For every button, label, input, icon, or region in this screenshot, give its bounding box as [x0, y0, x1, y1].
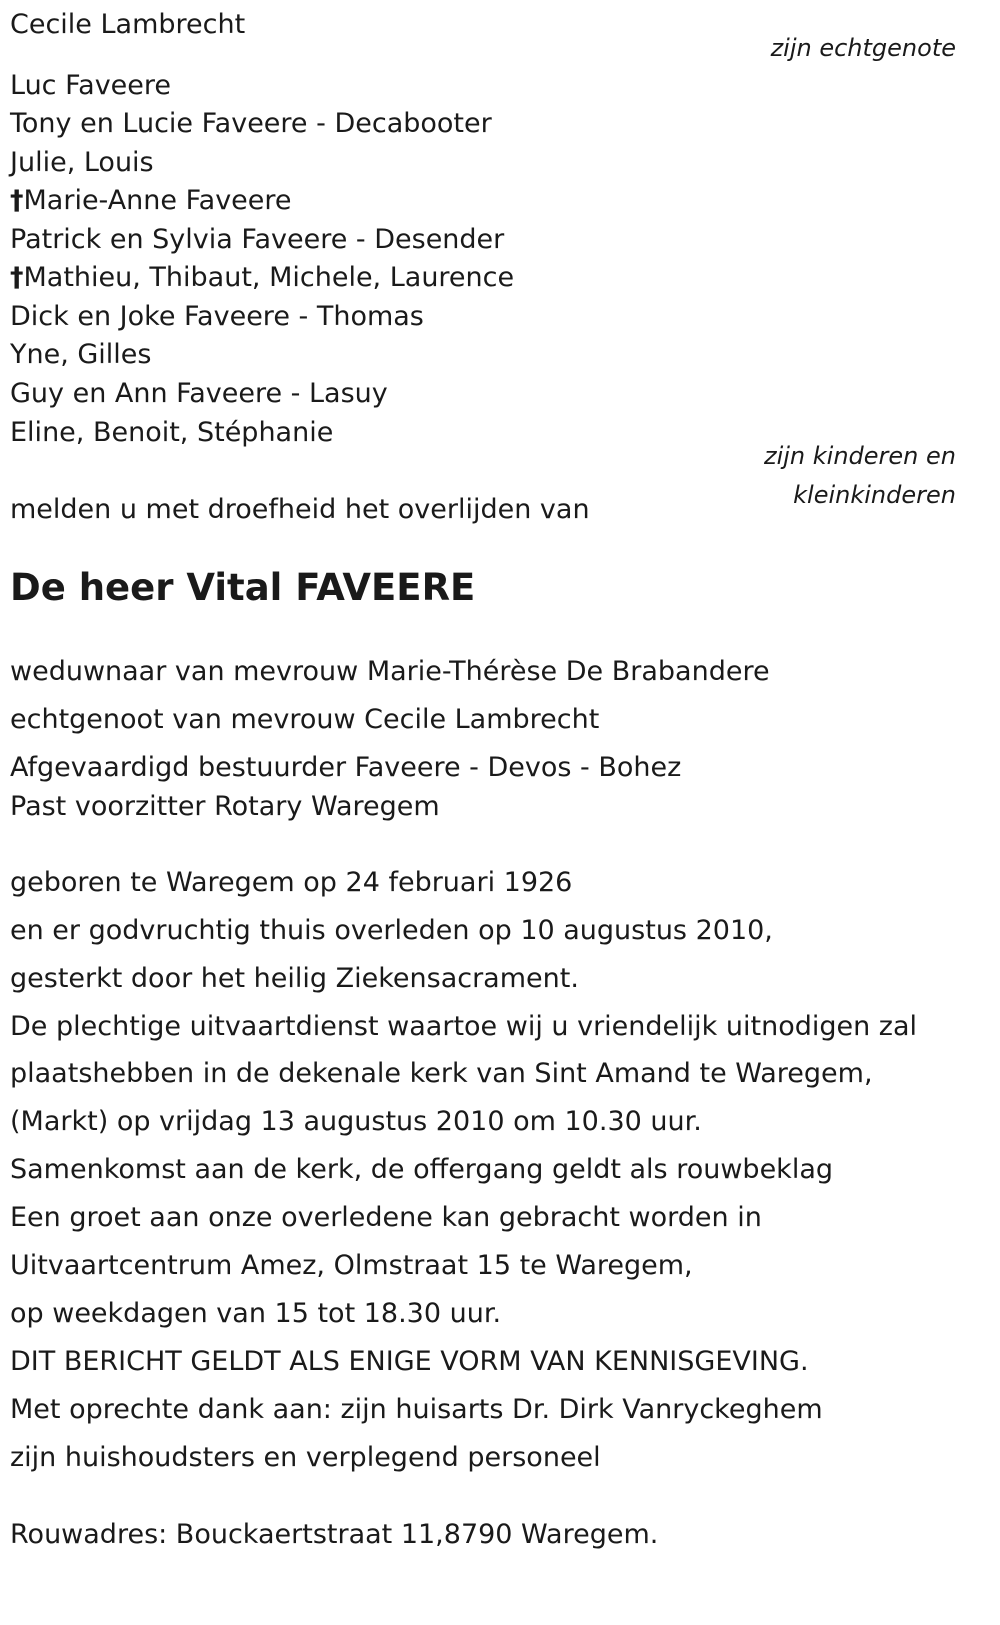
title-line: Past voorzitter Rotary Waregem — [10, 791, 440, 822]
body-line: geboren te Waregem op 24 februari 1926 — [10, 867, 573, 898]
body-line: (Markt) op vrijdag 13 augustus 2010 om 10.30 uur. — [10, 1106, 702, 1137]
spouse-name: Cecile Lambrecht — [10, 9, 246, 40]
body-line: gesterkt door het heilig Ziekensacrament. — [10, 963, 579, 994]
spouse-role: zijn echtgenote — [770, 34, 956, 62]
family-line: Luc Faveere — [10, 70, 172, 101]
family-line: Guy en Ann Faveere - Lasuy — [10, 378, 388, 409]
family-role-line2: kleinkinderen — [793, 481, 956, 509]
family-line: Dick en Joke Faveere - Thomas — [10, 301, 424, 332]
body-line: plaatshebben in de dekenale kerk van Sint Amand te Waregem, — [10, 1058, 873, 1089]
family-line: Tony en Lucie Faveere - Decabooter — [10, 108, 492, 139]
body-line: De plechtige uitvaartdienst waartoe wij u vriendelijk uitnodigen zal — [10, 1011, 918, 1042]
title-line: weduwnaar van mevrouw Marie-Thérèse De Brabandere — [10, 656, 770, 687]
title-line: Afgevaardigd bestuurder Faveere - Devos - Bohez — [10, 752, 682, 783]
body-line: Samenkomst aan de kerk, de offergang geldt als rouwbeklag — [10, 1154, 833, 1185]
family-line: Yne, Gilles — [10, 339, 152, 370]
body-line: op weekdagen van 15 tot 18.30 uur. — [10, 1298, 502, 1329]
body-line: Een groet aan onze overledene kan gebracht worden in — [10, 1202, 762, 1233]
announcement: melden u met droefheid het overlijden van — [10, 494, 590, 525]
body-line: zijn huishoudsters en verplegend personeel — [10, 1442, 601, 1473]
family-role-line1: zijn kinderen en — [764, 442, 956, 470]
cross-symbol: † — [10, 185, 24, 216]
body-line: DIT BERICHT GELDT ALS ENIGE VORM VAN KENNISGEVING. — [10, 1346, 809, 1377]
family-line: Julie, Louis — [10, 147, 154, 178]
cross-symbol: † — [10, 262, 24, 293]
family-line: †Mathieu, Thibaut, Michele, Laurence — [10, 262, 515, 293]
body-line: Met oprechte dank aan: zijn huisarts Dr. Dirk Vanryckeghem — [10, 1394, 823, 1425]
body-line: Uitvaartcentrum Amez, Olmstraat 15 te Waregem, — [10, 1250, 693, 1281]
family-line: Patrick en Sylvia Faveere - Desender — [10, 224, 505, 255]
title-line: echtgenoot van mevrouw Cecile Lambrecht — [10, 704, 600, 735]
body-line: en er godvruchtig thuis overleden op 10 augustus 2010, — [10, 915, 773, 946]
deceased-name: De heer Vital FAVEERE — [10, 566, 476, 609]
family-line: †Marie-Anne Faveere — [10, 185, 292, 216]
mourning-address: Rouwadres: Bouckaertstraat 11,8790 Waregem. — [10, 1519, 659, 1550]
family-line: Eline, Benoit, Stéphanie — [10, 417, 334, 448]
